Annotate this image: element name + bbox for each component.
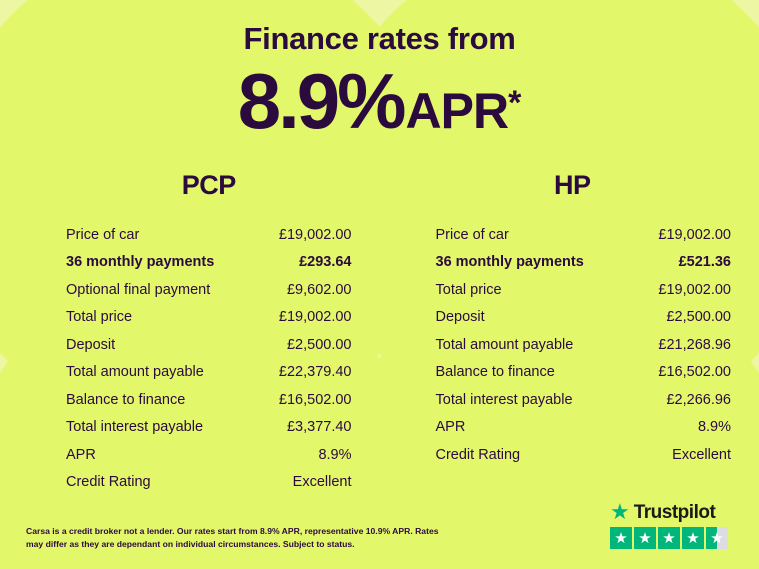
table-row: [436, 221, 732, 249]
row-value: £9,602.00: [286, 281, 352, 298]
row-value: £16,502.00: [278, 391, 352, 408]
finance-column-pcp: [0, 170, 380, 496]
rate-asterisk: *: [508, 84, 522, 123]
row-label: 36 monthly payments: [66, 254, 215, 271]
row-label: Total interest payable: [66, 419, 204, 436]
row-value: £19,002.00: [658, 226, 731, 243]
row-value: £2,500.00: [666, 309, 731, 326]
rating-star-3: [658, 527, 680, 549]
row-value: £293.64: [299, 254, 352, 271]
trustpilot-wordmark-row: [610, 501, 735, 523]
row-value: Excellent: [292, 474, 352, 491]
rating-star-4: [682, 527, 704, 549]
rate-unit: APR: [405, 83, 509, 140]
star-icon: ★: [686, 529, 700, 547]
row-value: £22,379.40: [278, 364, 352, 381]
row-value: £21,268.96: [658, 336, 731, 353]
row-value: 8.9%: [318, 446, 352, 463]
star-icon: ★: [710, 529, 724, 547]
row-value: £3,377.40: [286, 419, 352, 436]
table-row: [66, 331, 352, 359]
trustpilot-star-icon: ★: [610, 499, 630, 524]
row-label: 36 monthly payments: [435, 254, 584, 271]
row-label: APR: [66, 446, 96, 463]
row-label: Balance to finance: [435, 364, 555, 381]
table-row: [436, 359, 732, 387]
finance-column-hp: [380, 170, 759, 496]
row-label: Total interest payable: [435, 391, 573, 408]
row-value: Excellent: [672, 446, 731, 463]
star-icon: ★: [662, 529, 676, 547]
table-row: [436, 304, 732, 332]
table-row: [436, 249, 732, 277]
row-value: £2,266.96: [666, 391, 731, 408]
table-row: [66, 304, 352, 332]
column-title-pcp: PCP: [181, 170, 236, 201]
row-value: £16,502.00: [658, 364, 731, 381]
row-label: Deposit: [435, 309, 485, 326]
row-label: Optional final payment: [66, 281, 211, 298]
row-value: £19,002.00: [278, 309, 352, 326]
rate-value: 8.9%: [237, 57, 404, 146]
trustpilot-wordmark: Trustpilot: [633, 501, 716, 523]
table-row: [66, 221, 352, 249]
finance-comparison: [0, 170, 759, 496]
rating-star-1: [610, 527, 632, 549]
rate-display: [0, 57, 759, 146]
row-label: Total amount payable: [435, 336, 574, 353]
row-value: £19,002.00: [278, 226, 352, 243]
trustpilot-logo: [610, 501, 735, 549]
table-row: [436, 441, 732, 469]
row-label: Total price: [435, 281, 502, 298]
row-label: Total amount payable: [66, 364, 204, 381]
row-label: Price of car: [66, 226, 140, 243]
table-row: [66, 276, 352, 304]
column-title-hp: HP: [553, 170, 591, 201]
table-row: [66, 414, 352, 442]
row-value: £2,500.00: [286, 336, 352, 353]
table-row: [66, 469, 352, 497]
row-label: Total price: [66, 309, 133, 326]
headline: Finance rates from: [243, 21, 516, 56]
footer: [0, 499, 759, 569]
row-value: £521.36: [678, 254, 731, 271]
table-row: [436, 386, 732, 414]
rating-star-5-half: [706, 527, 728, 549]
row-value: £19,002.00: [658, 281, 731, 298]
table-row: [66, 441, 352, 469]
row-label: Credit Rating: [66, 474, 151, 491]
table-row: [66, 386, 352, 414]
table-row: [66, 249, 352, 277]
row-value: 8.9%: [697, 419, 731, 436]
star-icon: ★: [614, 529, 628, 547]
rating-star-2: [634, 527, 656, 549]
table-row: [66, 359, 352, 387]
star-icon: ★: [638, 529, 652, 547]
table-row: [436, 276, 732, 304]
row-label: APR: [435, 419, 466, 436]
disclaimer-text: Carsa is a credit broker not a lender. Our rates start from 8.9% APR, representative 10.9% APR. Rates may differ as they are dependant on individual circumstances. Subject to status.: [26, 526, 439, 550]
table-row: [436, 414, 732, 442]
row-label: Balance to finance: [66, 391, 186, 408]
trustpilot-rating: [610, 527, 735, 549]
row-label: Deposit: [66, 336, 116, 353]
row-label: Credit Rating: [435, 446, 521, 463]
table-row: [436, 331, 732, 359]
row-label: Price of car: [435, 226, 509, 243]
